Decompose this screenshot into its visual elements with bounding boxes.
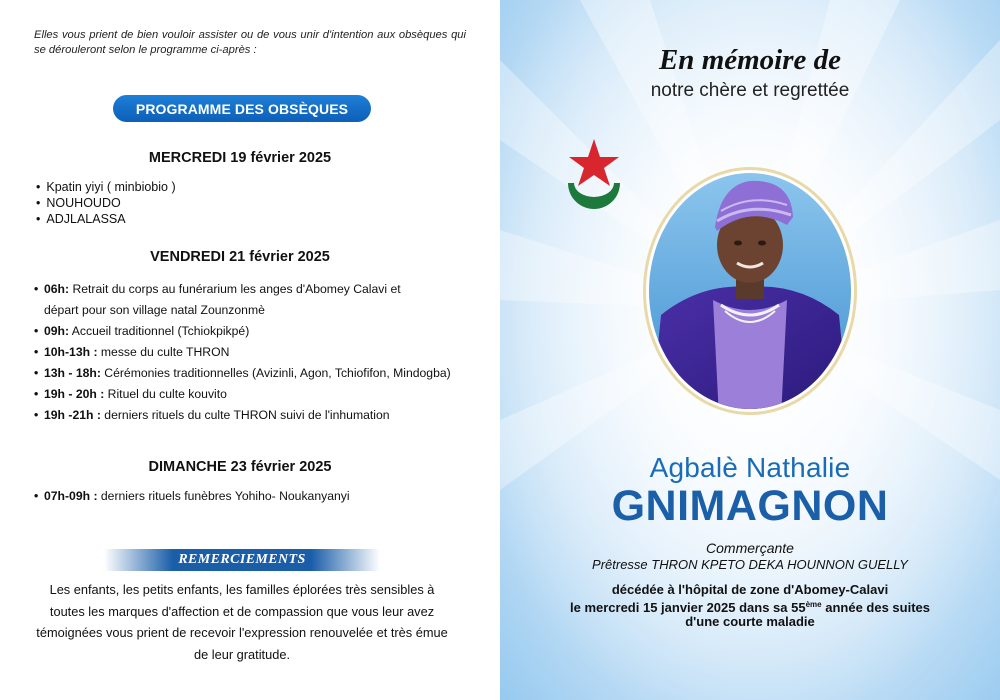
- memorial-panel: [500, 0, 1000, 700]
- schedule-text: Cérémonies traditionnelles (Avizinli, Agon, Tchiofifon, Mindogba): [104, 366, 451, 380]
- sunday-schedule: [34, 486, 350, 507]
- remerciements-banner: [104, 549, 380, 571]
- day-label: DIMANCHE 23: [148, 459, 247, 475]
- death-line-3: d'une courte maladie: [685, 614, 815, 629]
- star-crescent-emblem-icon: [562, 137, 626, 209]
- memorial-title: En mémoire de: [658, 44, 842, 76]
- ordinal-suffix: ème: [805, 599, 822, 609]
- day-heading-friday: [0, 249, 480, 265]
- schedule-item: [34, 321, 451, 342]
- intro-text: Elles vous prient de bien vouloir assister ou de vous unir d'intention aux obsèques qui se dérouleront selon le programme ci-après :: [34, 29, 466, 56]
- programme-title-badge: [113, 95, 371, 122]
- day-heading-wednesday: [0, 150, 480, 166]
- schedule-time: 19h -21h :: [44, 408, 101, 422]
- schedule-text: Accueil traditionnel (Tchiokpikpé): [71, 324, 250, 338]
- day-date: février 2025: [249, 249, 330, 265]
- death-line-2-start: le mercredi 15 janvier 2025 dans sa 55: [569, 599, 806, 615]
- death-line-1: décédée à l'hôpital de zone d'Abomey-Calavi: [611, 582, 889, 597]
- schedule-item: [34, 384, 451, 405]
- schedule-item: [34, 405, 451, 426]
- schedule-time: 07h-09h :: [44, 489, 98, 503]
- day-label: MERCREDI 19: [148, 150, 247, 166]
- remerciements-title: REMERCIEMENTS: [178, 552, 306, 567]
- schedule-item: [34, 363, 451, 384]
- schedule-time: 13h - 18h:: [44, 366, 101, 380]
- death-line-2: [500, 598, 1000, 616]
- thanks-text: Les enfants, les petits enfants, les familles éplorées très sensibles à toutes les marques d'affection et de compassion que vous leur avez témoignées vous prient de recevoir l'expression renouvelée et très émue de leur gratitude.: [36, 582, 448, 662]
- first-name: Agbalè Nathalie: [649, 452, 851, 483]
- friday-schedule: [34, 279, 451, 426]
- day-heading-sunday: [0, 459, 480, 475]
- wednesday-list: [36, 179, 176, 227]
- schedule-time: 06h:: [44, 282, 70, 296]
- list-item: • ADJLALASSA: [36, 211, 176, 227]
- religious-title: Prêtresse THRON KPETO DEKA HOUNNON GUELLY: [592, 557, 908, 572]
- schedule-text: derniers rituels funèbres Yohiho- Noukanyanyi: [100, 489, 350, 503]
- schedule-time: 09h:: [44, 324, 70, 338]
- list-item: • NOUHOUDO: [36, 195, 176, 211]
- day-date: février 2025: [250, 150, 332, 166]
- death-notice: [500, 583, 1000, 630]
- day-label: VENDREDI 21: [150, 249, 246, 265]
- schedule-item: [34, 279, 451, 321]
- schedule-item: [34, 486, 350, 507]
- schedule-text: messe du culte THRON: [100, 345, 230, 359]
- schedule-text-cont: départ pour son village natal Zounzonmè: [44, 303, 265, 317]
- portrait-photo: [641, 165, 859, 417]
- profession: Commerçante: [706, 540, 794, 556]
- schedule-time: 19h - 20h :: [44, 387, 105, 401]
- schedule-text: Retrait du corps au funérarium les anges d'Abomey Calavi et: [72, 282, 401, 296]
- schedule-item: [34, 342, 451, 363]
- list-item: • Kpatin yiyi ( minbiobio ): [36, 179, 176, 195]
- schedule-text: Rituel du culte kouvito: [107, 387, 227, 401]
- last-name: GNIMAGNON: [611, 482, 889, 530]
- death-line-2-end: année des suites: [821, 599, 930, 615]
- schedule-text: derniers rituels du culte THRON suivi de l'inhumation: [104, 408, 390, 422]
- programme-title: PROGRAMME DES OBSÈQUES: [135, 100, 349, 117]
- memorial-subtitle: notre chère et regrettée: [650, 80, 850, 101]
- day-date: février 2025: [250, 459, 332, 475]
- schedule-time: 10h-13h :: [44, 345, 98, 359]
